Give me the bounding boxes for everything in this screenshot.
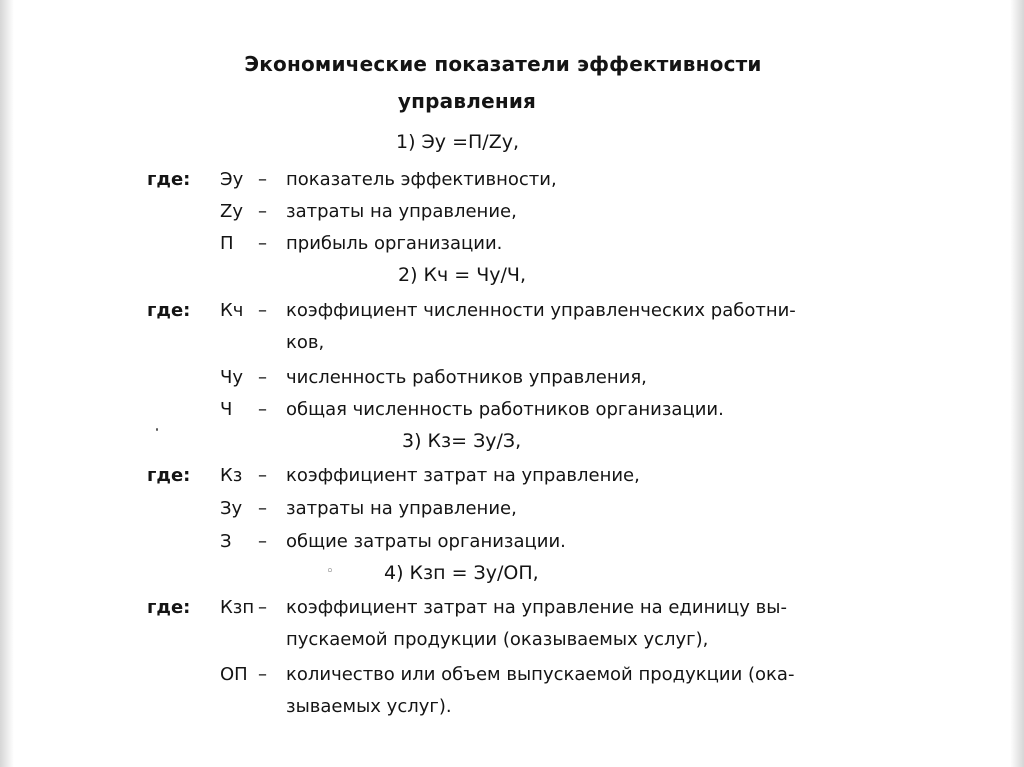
term-symbol: Кзп	[220, 597, 255, 618]
term-dash: –	[258, 367, 267, 388]
formula-3: 3) Кз= Зу/З,	[402, 430, 522, 452]
document-title-line-1: Экономические показатели эффективности	[244, 52, 762, 76]
formula-1: 1) Эу =П/Zу,	[396, 131, 519, 153]
term-row	[0, 299, 1024, 323]
where-label: где:	[147, 300, 191, 321]
where-label: где:	[147, 169, 191, 190]
term-row	[0, 232, 1024, 256]
term-description: общая численность работников организации.	[286, 399, 724, 420]
term-dash: –	[258, 169, 267, 190]
term-description-continuation: ков,	[286, 332, 325, 353]
term-row	[0, 663, 1024, 687]
term-dash: –	[258, 201, 267, 222]
term-row	[0, 398, 1024, 422]
term-row	[0, 200, 1024, 224]
term-symbol: Ч	[220, 399, 233, 420]
term-symbol: Кч	[220, 300, 244, 321]
term-description: количество или объем выпускаемой продукции (ока-	[286, 664, 795, 685]
term-description: коэффициент затрат на управление на единицу вы-	[286, 597, 787, 618]
document-title-line-2: управления	[397, 89, 537, 113]
term-dash: –	[258, 465, 267, 486]
term-dash: –	[258, 597, 267, 618]
term-dash: –	[258, 531, 267, 552]
term-symbol: П	[220, 233, 234, 254]
term-row	[0, 497, 1024, 521]
formula-2: 2) Кч = Чу/Ч,	[398, 264, 526, 286]
term-description: затраты на управление,	[286, 498, 517, 519]
term-dash: –	[258, 498, 267, 519]
term-symbol: ОП	[220, 664, 248, 685]
term-symbol: Zу	[220, 201, 243, 222]
term-row	[0, 530, 1024, 554]
term-description-continuation: зываемых услуг).	[286, 696, 452, 717]
term-symbol: Кз	[220, 465, 243, 486]
term-row	[0, 464, 1024, 488]
term-description: численность работников управления,	[286, 367, 647, 388]
where-label: где:	[147, 597, 191, 618]
term-dash: –	[258, 233, 267, 254]
term-description: затраты на управление,	[286, 201, 517, 222]
term-description-continuation: пускаемой продукции (оказываемых услуг),	[286, 629, 709, 650]
scan-mark: ◦	[326, 564, 334, 579]
term-symbol: Чу	[220, 367, 243, 388]
term-description: показатель эффективности,	[286, 169, 557, 190]
term-description: коэффициент численности управленческих работни-	[286, 300, 796, 321]
term-row	[0, 596, 1024, 620]
formula-4: 4) Кзп = Зу/ОП,	[384, 562, 539, 584]
term-dash: –	[258, 399, 267, 420]
term-symbol: Зу	[220, 498, 243, 519]
scan-speck	[156, 428, 158, 431]
term-symbol: Эу	[220, 169, 244, 190]
term-dash: –	[258, 664, 267, 685]
term-description: общие затраты организации.	[286, 531, 566, 552]
term-row	[0, 366, 1024, 390]
term-dash: –	[258, 300, 267, 321]
term-row	[0, 168, 1024, 192]
term-description: прибыль организации.	[286, 233, 503, 254]
term-description: коэффициент затрат на управление,	[286, 465, 640, 486]
where-label: где:	[147, 465, 191, 486]
term-symbol: З	[220, 531, 232, 552]
